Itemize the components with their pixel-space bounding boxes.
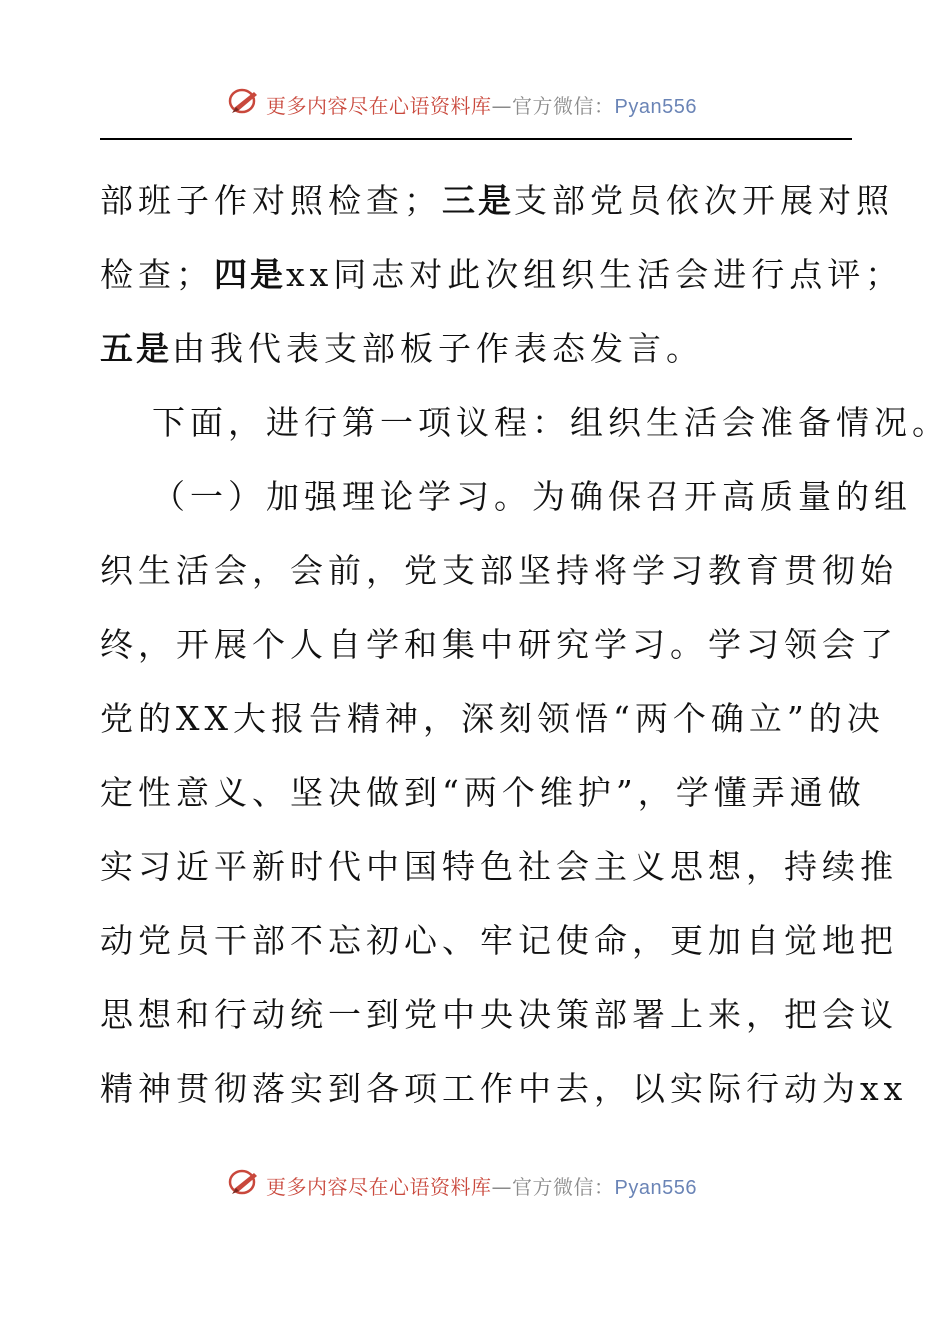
text-run: 支部党员依次开展对照 [514, 181, 894, 220]
text-line [100, 170, 894, 244]
text-run: 终，开展个人自学和集中研究学习。学习领会了 [100, 625, 898, 664]
text-run: 检查； [100, 255, 214, 294]
text-run: 部班子作对照检查； [100, 181, 442, 220]
text-run: 定性意义、坚决做到“两个维护”，学懂弄通做 [100, 773, 866, 812]
text-run: 动党员干部不忘初心、牢记使命，更加自觉地把 [100, 921, 898, 960]
text-run: xx同志对此次组织生活会进行点评； [286, 255, 904, 294]
text-line [100, 836, 898, 910]
text-run: 思想和行动统一到党中央决策部署上来，把会议 [100, 995, 898, 1034]
bold-run: 五是 [100, 329, 172, 368]
text-run: （一）加强理论学习。为确保召开高质量的组 [152, 477, 912, 516]
banner-title: 更多内容尽在心语资料库 [266, 1175, 492, 1199]
banner-title: 更多内容尽在心语资料库 [266, 94, 492, 118]
banner-wechat-id: Pyan556 [614, 96, 697, 118]
banner-wechat-label: —官方微信： [491, 1175, 615, 1199]
text-line [100, 614, 898, 688]
bold-run: 四是 [214, 255, 286, 294]
text-line [100, 762, 866, 836]
pen-logo-icon [228, 1167, 262, 1197]
banner-text [266, 90, 697, 119]
banner-text [266, 1171, 697, 1200]
text-run: 织生活会，会前，党支部坚持将学习教育贯彻始 [100, 551, 898, 590]
text-line [100, 244, 904, 318]
text-line [100, 466, 912, 540]
document-body [100, 170, 950, 1132]
text-line [100, 540, 898, 614]
header-divider [100, 138, 852, 140]
text-line [100, 1058, 908, 1132]
text-line [100, 392, 950, 466]
text-run: 精神贯彻落实到各项工作中去，以实际行动为xx [100, 1069, 908, 1108]
footer-banner [0, 1163, 950, 1203]
bold-run: 三是 [442, 181, 514, 220]
text-line [100, 984, 898, 1058]
text-run: 由我代表支部板子作表态发言。 [172, 329, 704, 368]
text-run: 实习近平新时代中国特色社会主义思想，持续推 [100, 847, 898, 886]
header-banner [0, 82, 950, 122]
banner-wechat-label: —官方微信： [491, 94, 615, 118]
text-line [100, 688, 885, 762]
banner-wechat-id: Pyan556 [614, 1177, 697, 1199]
text-line [100, 910, 898, 984]
pen-logo-icon [228, 86, 262, 116]
text-run: 党的XX大报告精神，深刻领悟“两个确立”的决 [100, 699, 885, 738]
text-run: 下面，进行第一项议程：组织生活会准备情况。 [152, 403, 950, 442]
text-line [100, 318, 852, 392]
